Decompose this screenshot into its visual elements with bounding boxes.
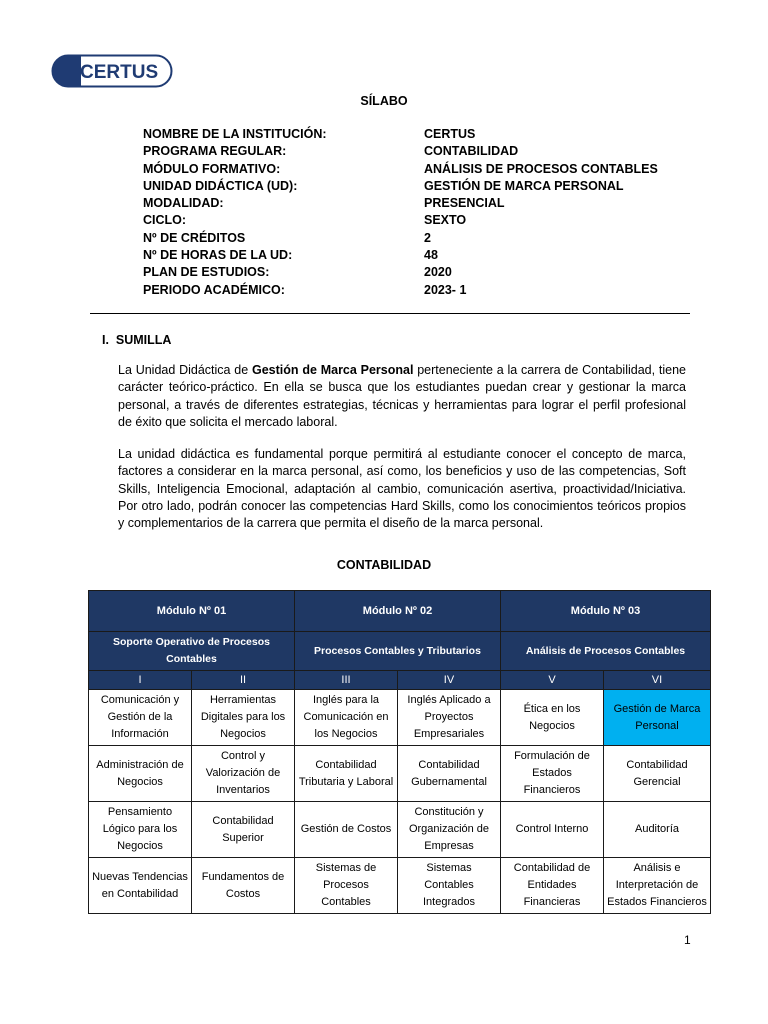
course-cell: Administración de Negocios [89,746,192,802]
info-value: 2 [424,230,431,245]
cycle-header: I [89,671,192,690]
section-title: SUMILLA [115,333,172,347]
info-value: PRESENCIAL [424,196,505,211]
course-cell: Gestión de Costos [295,802,398,858]
info-label: PLAN DE ESTUDIOS: [143,265,270,280]
section-number: I. [102,333,109,347]
info-label: UNIDAD DIDÁCTICA (UD): [143,178,298,193]
course-cell: Pensamiento Lógico para los Negocios [89,802,192,858]
course-cell: Contabilidad Superior [192,802,295,858]
module-name: Análisis de Procesos Contables [501,632,711,671]
info-block [143,126,658,299]
table-row [89,746,711,802]
course-cell: Análisis e Interpretación de Estados Financieros [604,858,711,914]
course-cell: Sistemas de Procesos Contables [295,858,398,914]
info-value: 2020 [424,265,452,280]
course-cell: Inglés para la Comunicación en los Negocios [295,690,398,746]
module-name: Soporte Operativo de Procesos Contables [89,632,295,671]
separator-line [90,313,690,314]
cycle-header: III [295,671,398,690]
info-label: CICLO: [143,213,187,228]
certus-logo [51,54,173,88]
course-cell: Contabilidad Tributaria y Laboral [295,746,398,802]
section-heading [102,333,171,347]
info-value: GESTIÓN DE MARCA PERSONAL [424,178,624,193]
table-row [89,802,711,858]
page-number: 1 [684,933,691,947]
course-cell: Contabilidad de Entidades Financieras [501,858,604,914]
info-value: SEXTO [424,213,467,228]
info-value: ANÁLISIS DE PROCESOS CONTABLES [424,161,658,176]
info-value: CERTUS [424,127,476,141]
course-cell: Sistemas Contables Integrados [398,858,501,914]
info-row [143,247,658,264]
course-cell: Control y Valorización de Inventarios [192,746,295,802]
page-title: SÍLABO [360,94,408,108]
course-cell: Nuevas Tendencias en Contabilidad [89,858,192,914]
info-row [143,230,658,247]
info-row [143,126,658,143]
course-cell-highlighted: Gestión de Marca Personal [604,690,711,746]
info-value: CONTABILIDAD [424,144,519,159]
p1-bold: Gestión de Marca Personal [252,363,414,377]
course-cell: Contabilidad Gubernamental [398,746,501,802]
info-label: PERIODO ACADÉMICO: [143,282,285,297]
course-cell: Inglés Aplicado a Proyectos Empresariales [398,690,501,746]
course-cell: Constitución y Organización de Empresas [398,802,501,858]
info-label: NOMBRE DE LA INSTITUCIÓN: [143,127,327,141]
info-row [143,195,658,212]
cycle-header: VI [604,671,711,690]
module-header: Módulo Nº 01 [89,591,295,632]
info-value: 48 [424,248,438,263]
table-title: CONTABILIDAD [336,558,432,572]
info-row [143,161,658,178]
info-row [143,178,658,195]
course-cell: Fundamentos de Costos [192,858,295,914]
info-label: MODALIDAD: [143,196,224,211]
course-cell: Contabilidad Gerencial [604,746,711,802]
course-cell: Control Interno [501,802,604,858]
sumilla-paragraph-2: La unidad didáctica es fundamental porque permitirá al estudiante conocer el concepto de marca, factores a considerar en la marca personal, así como, los beneficios y uso de las competencias, Soft Skills, Inteligencia Emocional, adaptación al cambio, comunicación asertiva, proactividad/Iniciativa. Por otro lado, podrán conocer las competencias Hard Skills, como los conocimientos teóricos propios y complementarios de la carrera que permita el diseño de la marca personal. [118,447,686,531]
p1-post: perteneciente a la carrera de Contabilidad, tiene carácter teórico-práctico. En ella se busca que los estudiantes puedan crear y gestionar la marca personal, a través de diferentes estrategias, técnicas y herramientas para lograr el perfil profesional de éxito que solicita el mercado laboral. [118,363,686,429]
course-cell: Comunicación y Gestión de la Información [89,690,192,746]
info-label: MÓDULO FORMATIVO: [143,161,281,176]
info-value: 2023- 1 [424,282,467,297]
p1-pre: La Unidad Didáctica de [118,363,252,377]
course-cell: Herramientas Digitales para los Negocios [192,690,295,746]
module-header: Módulo Nº 03 [501,591,711,632]
info-row [143,143,658,160]
module-name: Procesos Contables y Tributarios [295,632,501,671]
cycle-header: V [501,671,604,690]
sumilla-paragraph-1 [118,362,686,431]
table-row [89,858,711,914]
course-cell: Auditoría [604,802,711,858]
info-label: PROGRAMA REGULAR: [143,144,287,159]
info-label: Nº DE HORAS DE LA UD: [143,248,293,263]
info-row [143,212,658,229]
cycle-header: II [192,671,295,690]
info-label: Nº DE CRÉDITOS [143,230,246,245]
curriculum-table [88,590,711,914]
course-cell: Ética en los Negocios [501,690,604,746]
module-header: Módulo Nº 02 [295,591,501,632]
logo-text: CERTUS [80,62,159,83]
info-row [143,282,658,299]
table-row [89,690,711,746]
course-cell: Formulación de Estados Financieros [501,746,604,802]
cycle-header: IV [398,671,501,690]
info-row [143,264,658,281]
